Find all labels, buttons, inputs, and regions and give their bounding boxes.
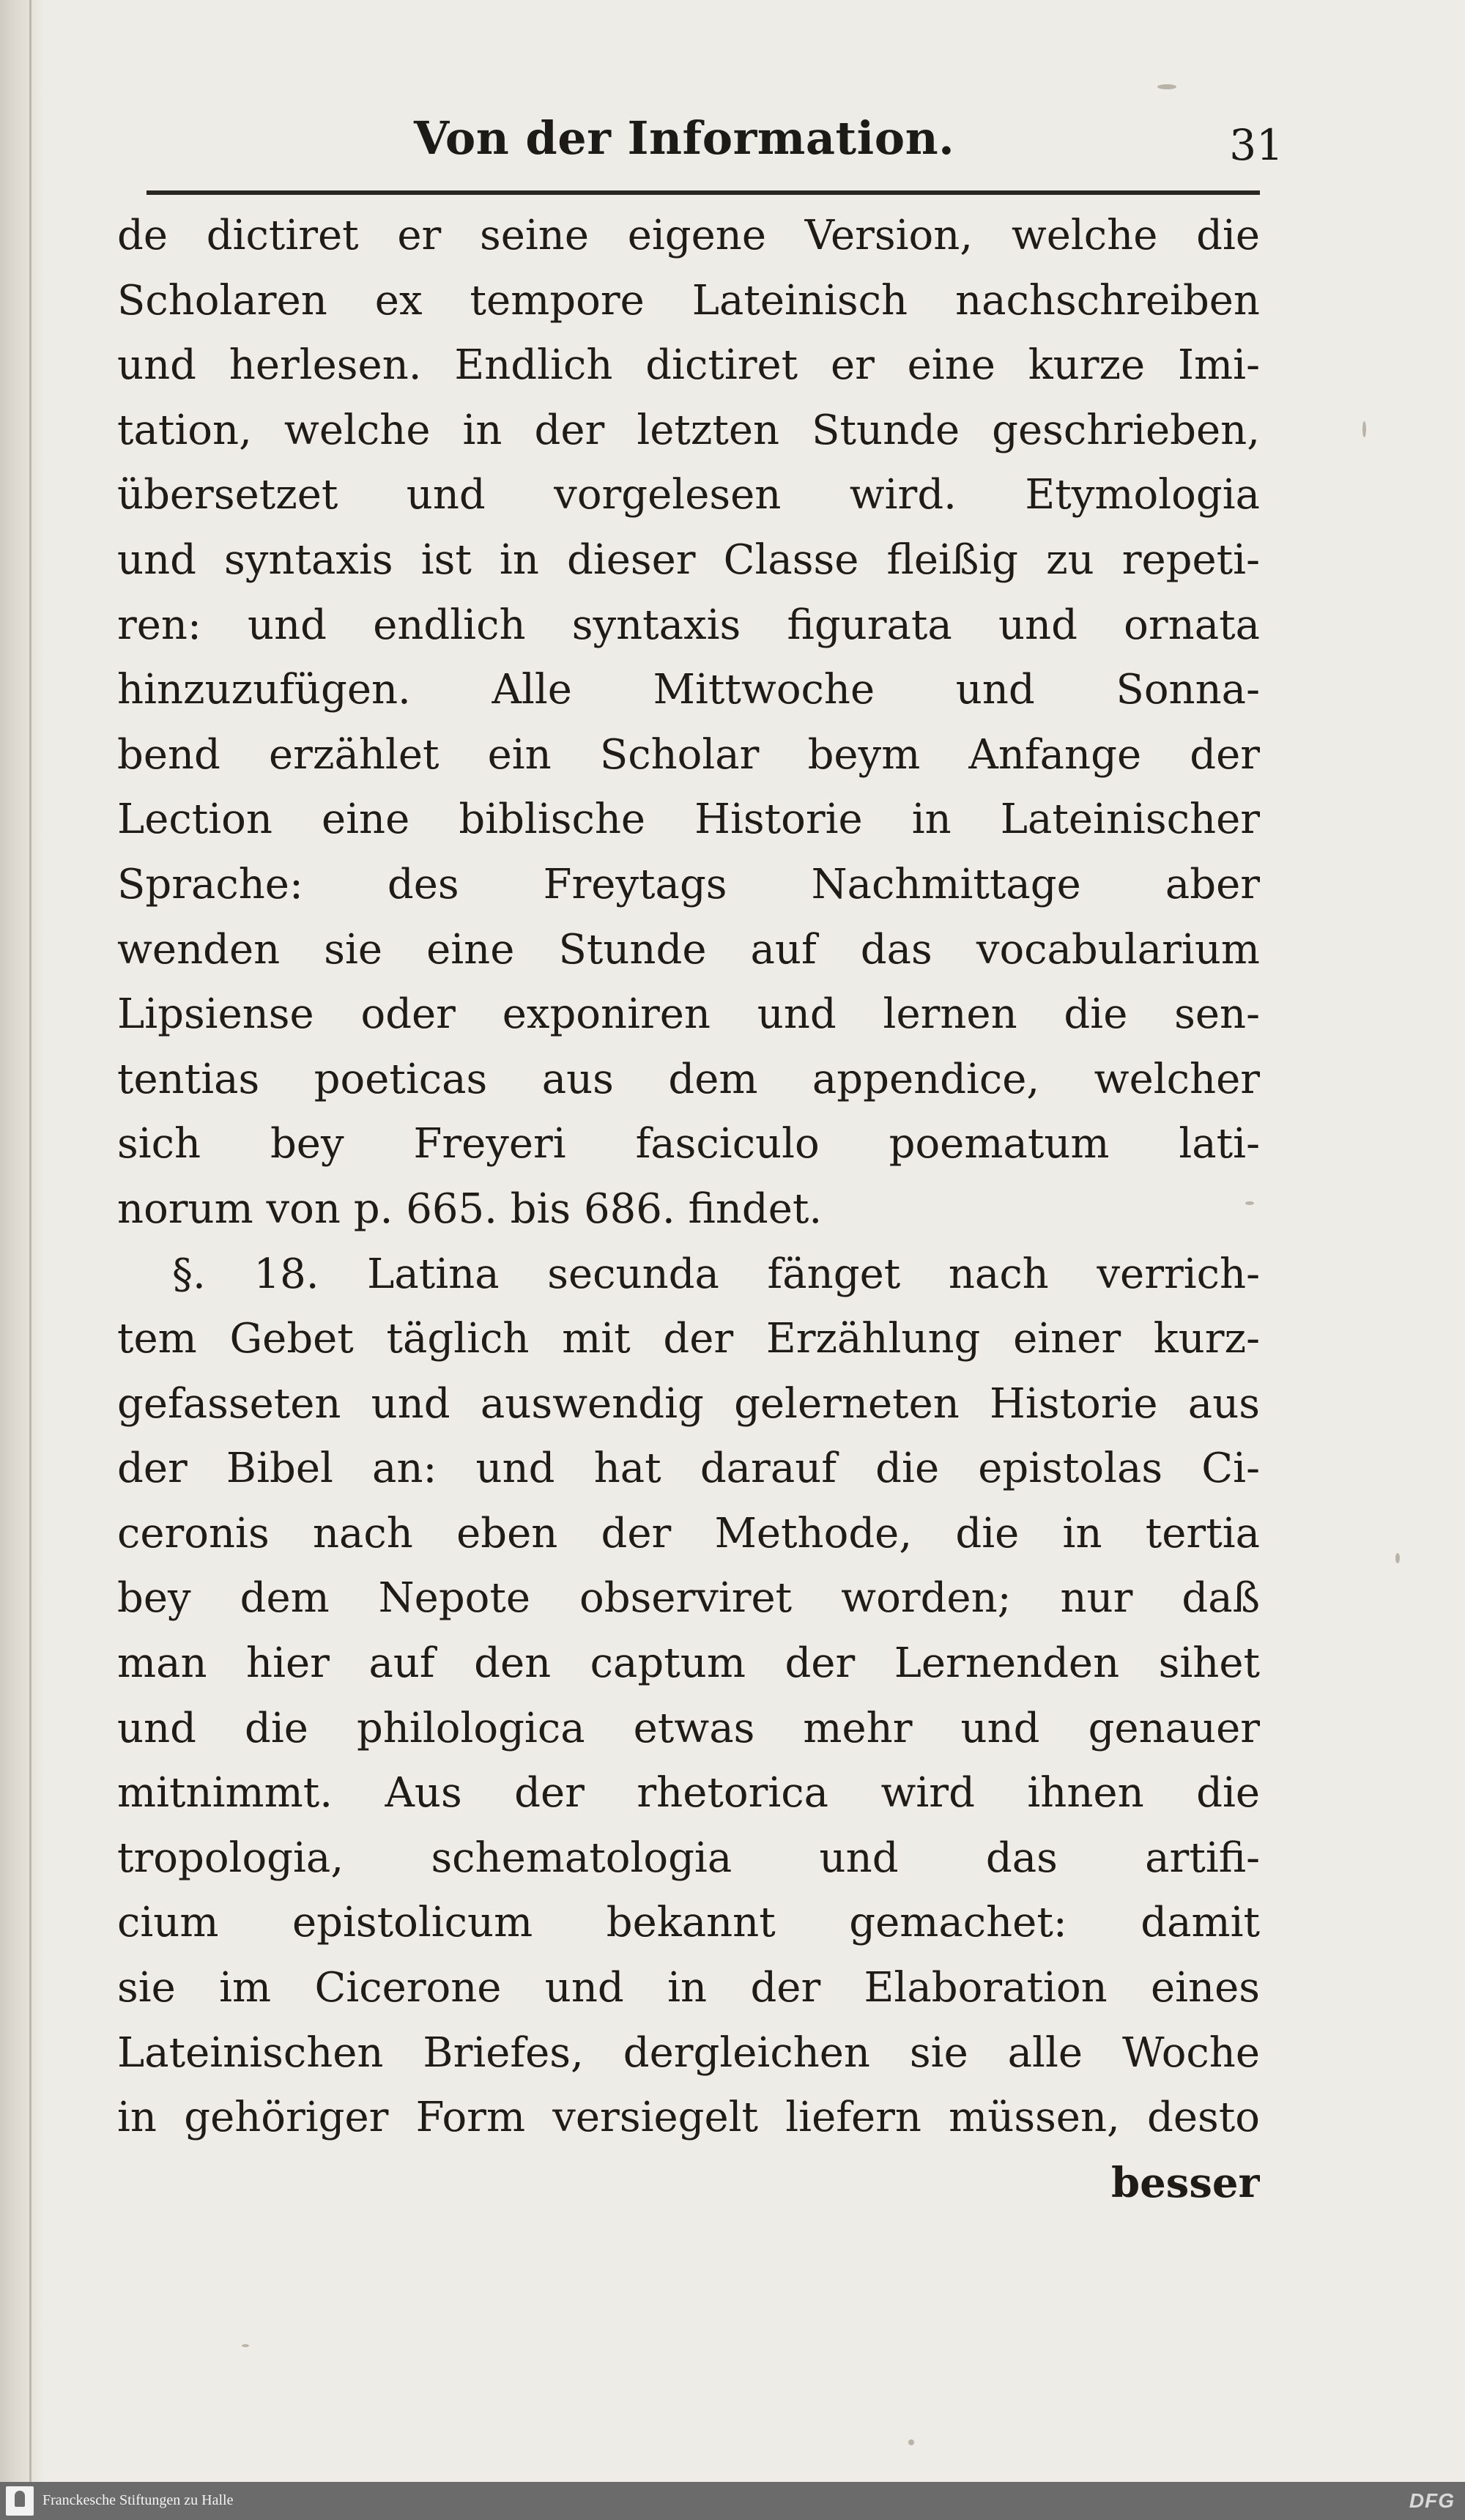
text-line: de dictiret er seine eigene Version, welche die (117, 212, 1260, 259)
text-line: wenden sie eine Stunde auf das vocabularium (117, 925, 1260, 974)
body-text (117, 204, 1260, 2215)
text-line: gefasseten und auswendig gelerneten Historie aus (117, 1379, 1260, 1428)
header-rule (146, 190, 1260, 195)
text-line: und syntaxis ist in dieser Classe fleißig zu repeti- (117, 536, 1260, 584)
text-line: mitnimmt. Aus der rhetorica wird ihnen die (117, 1769, 1260, 1817)
text-line: norum von p. 665. bis 686. findet. (117, 1185, 823, 1233)
binding-edge (29, 0, 31, 2482)
text-line: bend erzählet ein Scholar beym Anfange der (117, 730, 1260, 779)
text-line: tem Gebet täglich mit der Erzählung einer kurz- (117, 1315, 1260, 1363)
paper-speck (1395, 1553, 1400, 1563)
text-line: Sprache: des Freytags Nachmittage aber (117, 860, 1260, 908)
text-line: tentias poeticas aus dem appendice, welcher (117, 1055, 1260, 1103)
running-title: Von der Information. (414, 111, 955, 165)
catchword: besser (1111, 2158, 1260, 2207)
page-number: 31 (1229, 120, 1283, 170)
text-line: in gehöriger Form versiegelt liefern müssen, desto (117, 2094, 1260, 2142)
text-line: sich bey Freyeri fasciculo poematum lati- (117, 1120, 1260, 1168)
paper-speck (242, 2344, 249, 2347)
paper-speck (1157, 84, 1176, 89)
text-line: ren: und endlich syntaxis figurata und ornata (117, 601, 1260, 649)
text-line: Scholaren ex tempore Lateinisch nachschreiben (117, 276, 1260, 325)
text-line: bey dem Nepote observiret worden; nur daß (117, 1574, 1260, 1623)
footer-institution-link[interactable]: Franckesche Stiftungen zu Halle (42, 2492, 234, 2508)
dfg-logo[interactable]: DFG (1409, 2489, 1455, 2512)
text-line: tropologia, schematologia und das artifi- (117, 1834, 1260, 1882)
footer-bar (0, 2482, 1465, 2520)
text-line: sie im Cicerone und in der Elaboration eines (117, 1964, 1260, 2012)
text-line: Lection eine biblische Historie in Lateinischer (117, 796, 1260, 844)
paper-speck (1362, 421, 1366, 437)
section-heading-line: §. 18. Latina secunda fänget nach verrich- (172, 1250, 1260, 1298)
book-binding-shadow (0, 0, 44, 2482)
text-line: man hier auf den captum der Lernenden sihet (117, 1639, 1260, 1688)
text-line: Lateinischen Briefes, dergleichen sie alle Woche (117, 2028, 1260, 2077)
text-line: tation, welche in der letzten Stunde geschrieben, (117, 406, 1260, 454)
text-line: und herlesen. Endlich dictiret er eine kurze Imi- (117, 341, 1260, 390)
text-line: cium epistolicum bekannt gemachet: damit (117, 1899, 1260, 1947)
text-line: Lipsiense oder exponiren und lernen die sen- (117, 990, 1260, 1039)
paper-speck (908, 2439, 914, 2445)
text-line: ceronis nach eben der Methode, die in tertia (117, 1509, 1260, 1557)
logo-mark (15, 2491, 25, 2507)
text-line: und die philologica etwas mehr und genauer (117, 1704, 1260, 1752)
running-head (117, 110, 1283, 180)
text-block (117, 110, 1283, 2207)
text-line: der Bibel an: und hat darauf die epistolas Ci- (117, 1445, 1260, 1493)
text-line: hinzuzufügen. Alle Mittwoche und Sonna- (117, 666, 1260, 714)
institution-logo-icon[interactable] (6, 2486, 34, 2516)
text-line: übersetzet und vorgelesen wird. Etymologia (117, 471, 1260, 519)
